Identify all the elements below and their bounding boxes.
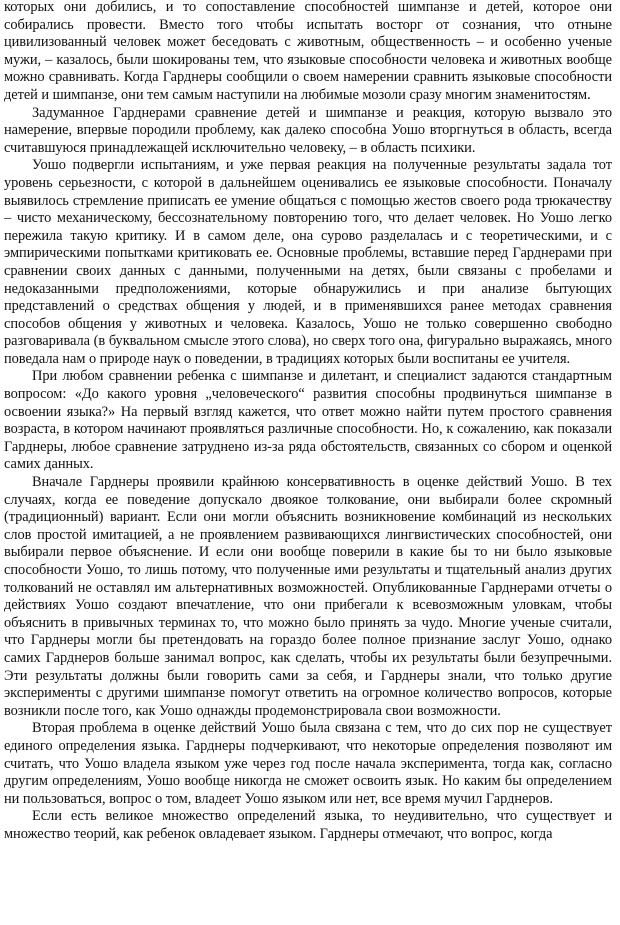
paragraph-2: Задуманное Гарднерами сравнение детей и шимпанзе и реакция, которую вызвало это намерение, впервые породили проблему, как далеко способна Уошо вторгнуться в область, всегда считавшуюся принадлежащей исключительно человеку, – в область психики.: [4, 104, 612, 156]
paragraph-5: Вначале Гарднеры проявили крайнюю консервативность в оценке действий Уошо. В тех случаях, когда ее поведение допускало двоякое толкование, они выбирали более скромный (традиционный) вариант. Если они могли объяснить возникновение комбинаций из нескольких слов простой имитацией, а не проявлением развивающихся лингвистических способностей, они выбирали первое объяснение. И если они вообще поверили в какие бы то ни было языковые способности Уошо, то лишь потому, что полученные ими результаты и тщательный анализ других толкований не оставлял им альтернативных возможностей. Опубликованные Гарднерами отчеты о действиях Уошо создают впечатление, что они прибегали к всевозможным уловкам, чтобы объяснить в привычных терминах то, что можно было принять за чудо. Многие ученые считали, что Гарднеры могли бы претендовать на гораздо более полное признание заслуг Уошо, однако самих Гарднеров больше занимал вопрос, как сделать, чтобы их результаты были безупречными. Эти результаты должны были говорить сами за себя, и Гарднеры знали, что только другие эксперименты с другими шимпанзе помогут ответить на огромное количество вопросов, которые возникли после того, как Уошо однажды продемонстрировала свои возможности.: [4, 474, 612, 719]
paragraph-6: Вторая проблема в оценке действий Уошо была связана с тем, что до сих пор не существует единого определения языка. Гарднеры подчеркивают, что некоторые определения позволяют им считать, что Уошо владела языком уже через год после начала эксперимента, тогда как, согласно другим определениям, Уошо вообще никогда не сможет освоить язык. Но каким бы определением ни пользоваться, вопрос о том, владеет Уошо языком или нет, все время мучил Гарднеров.: [4, 720, 612, 807]
paragraph-3: Уошо подвергли испытаниям, и уже первая реакция на полученные результаты задала тот уровень серьезности, с которой в дальнейшем оценивались ее языковые способности. Поначалу выявилось стремление приписать ее умение общаться с помощью жестов своего рода трюкачеству – чисто механическому, бессознательному повторению того, что делает человек. Но Уошо легко пережила такую критику. И в самом деле, она сурово разделалась и с теоретическими, и с эмпирическими попытками критиковать ее. Основные проблемы, вставшие перед Гарднерами при сравнении своих данных с данными, полученными на детях, были связаны с пробелами и недоказанными предположениями, которые обнаружились и при анализе бытующих представлений о средствах общения у людей, и в применявшихся ранее методах сравнения способов общения у животных и человека. Казалось, Уошо не только совершенно свободно разговаривала (в буквальном смысле этого слова), но сверх того она, фигурально выражаясь, много поведала нам о природе наук о поведении, в традициях которых были воспитаны ее учителя.: [4, 157, 612, 367]
paragraph-1: которых они добились, и то сопоставление способностей шимпанзе и детей, которое они собирались провести. Вместо того чтобы испытать восторг от сознания, что отныне цивилизованный человек может беседовать с животным, общественность – и особенно ученые мужи, – казалось, были шокированы тем, что языковые способности человека и животных вообще можно сравнивать. Когда Гарднеры сообщили о своем намерении сравнить языковые способности детей и шимпанзе, они тем самым наступили на любимые мозоли сразу многим знаменитостям.: [4, 0, 612, 103]
paragraph-7: Если есть великое множество определений языка, то неудивительно, что существует и множество теорий, как ребенок овладевает языком. Гарднеры отмечают, что вопрос, когда: [4, 808, 612, 842]
paragraph-4: При любом сравнении ребенка с шимпанзе и дилетант, и специалист задаются стандартным вопросом: «До какого уровня „человеческого“ развития способны продвинуться шимпанзе в освоении языка?» На первый взгляд кажется, что ответ можно найти путем простого сравнения возраста, в котором начинают проявляться различные способности. Но, к сожалению, как показали Гарднеры, любое сравнение затруднено из-за ряда обстоятельств, связанных со сбором и оценкой самих данных.: [4, 368, 612, 473]
